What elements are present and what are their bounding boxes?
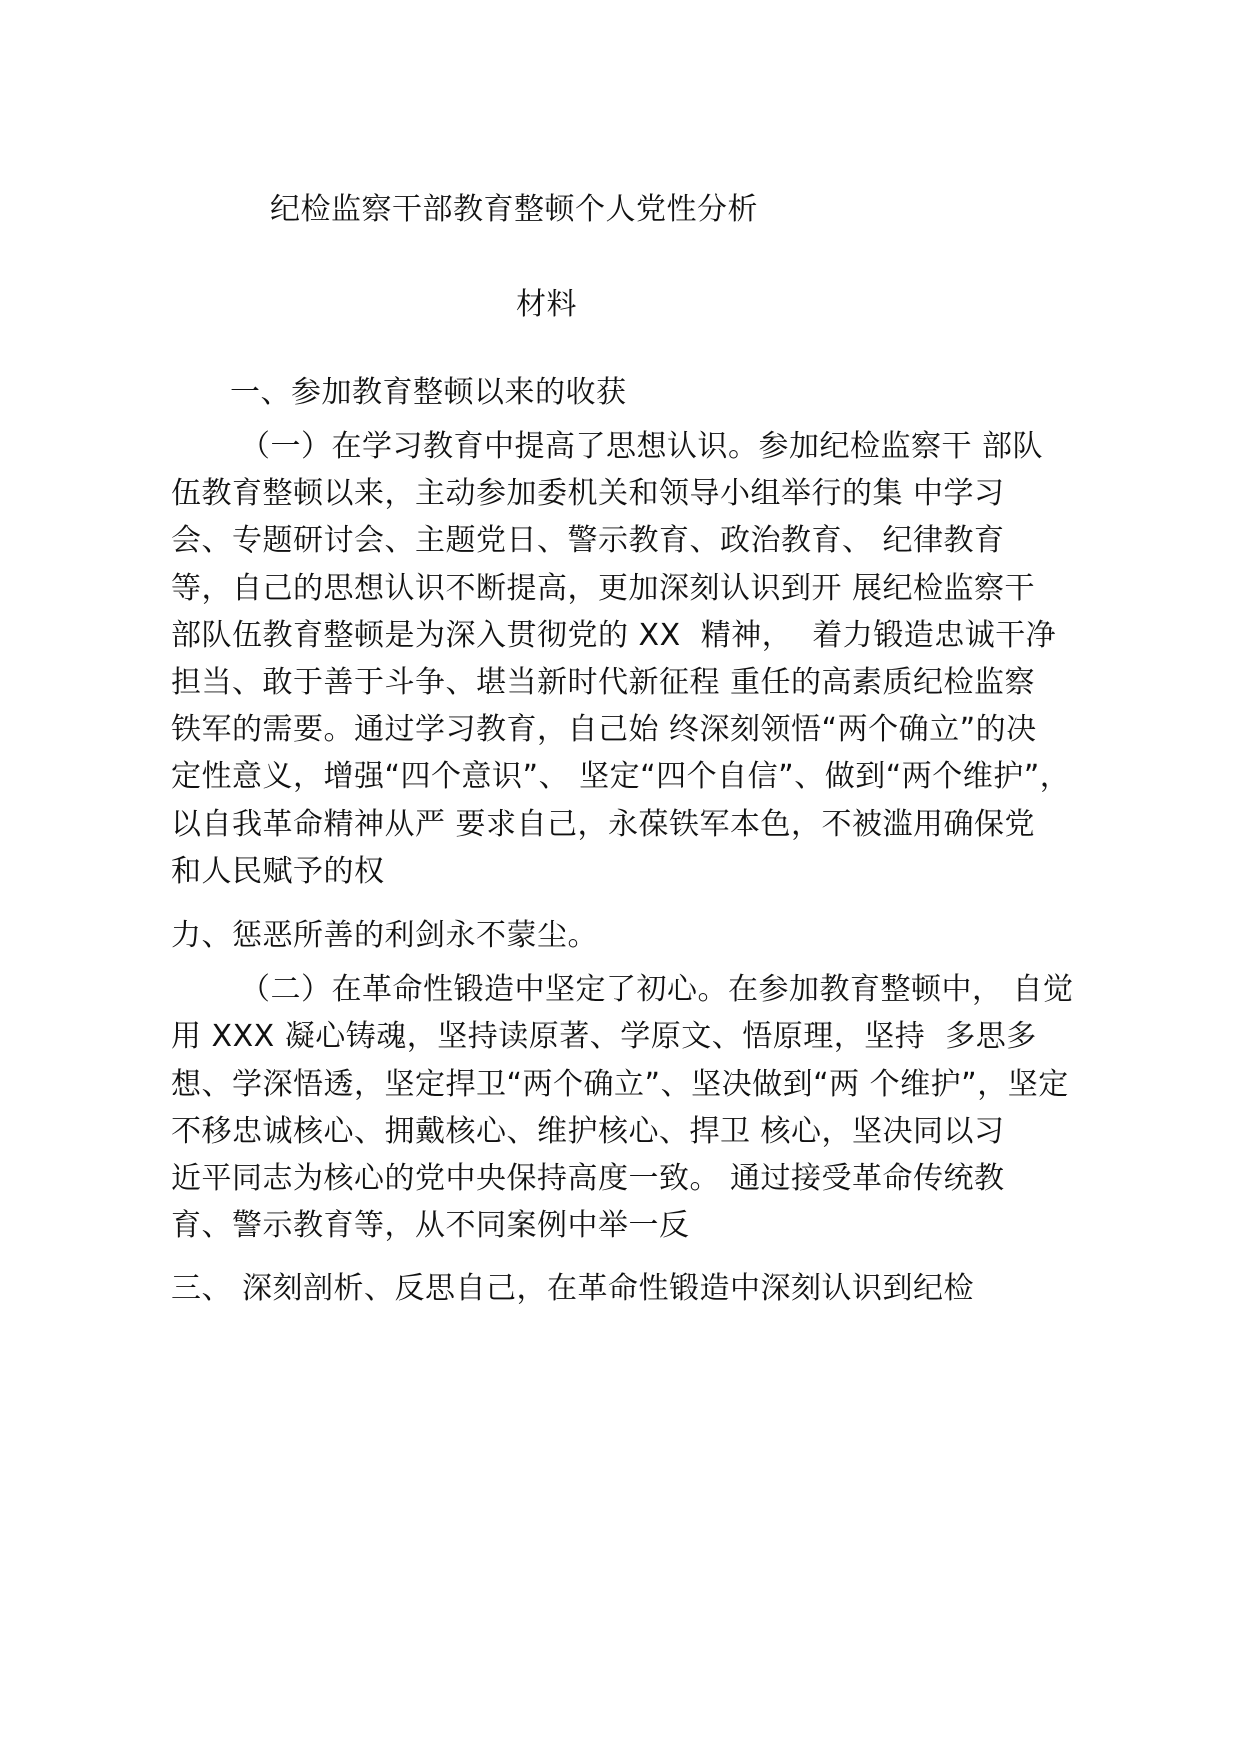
document-title-line-2: 材料 (516, 287, 577, 322)
paragraph-1-line: 以自我革命精神从严 要求自己，永葆铁军本色，不被滥用确保党 (171, 807, 1036, 842)
paragraph-2-line: 用 XXX 凝心铸魂，坚持读原著、学原文、悟原理，坚持 多思多 (171, 1019, 1037, 1054)
paragraph-2-line: 不移忠诚核心、拥戴核心、维护核心、捍卫 核心，坚决同以习 (171, 1114, 1005, 1149)
paragraph-1-line: 部队伍教育整顿是为深入贯彻党的 XX 精神， 着力锻造忠诚干净 (171, 618, 1057, 653)
paragraph-1-line: （一）在学习教育中提高了思想认识。参加纪检监察干 部队 (240, 429, 1044, 464)
paragraph-2-line: 想、学深悟透，坚定捍卫“两个确立”、坚决做到“两 个维护”，坚定 (171, 1067, 1069, 1102)
paragraph-2-line: 育、警示教育等，从不同案例中举一反 (171, 1208, 690, 1243)
paragraph-1-line: 会、专题研讨会、主题党日、警示教育、政治教育、 纪律教育 (171, 523, 1005, 558)
document-title-line-1: 纪检监察干部教育整顿个人党性分析 (270, 192, 758, 227)
paragraph-1-line: 和人民赋予的权 (171, 854, 385, 889)
paragraph-1-line: 等，自己的思想认识不断提高，更加深刻认识到开 展纪检监察干 (171, 571, 1036, 606)
section-1-heading: 一、参加教育整顿以来的收获 (230, 375, 627, 410)
paragraph-1-line: 铁军的需要。通过学习教育，自己始 终深刻领悟“两个确立”的决 (171, 712, 1037, 747)
paragraph-1-line: 定性意义，增强“四个意识”、 坚定“四个自信”、做到“两个维护”， (171, 759, 1071, 794)
section-3-heading-line: 三、 深刻剖析、反思自己，在革命性锻造中深刻认识到纪检 (171, 1271, 975, 1306)
paragraph-1-line: 伍教育整顿以来，主动参加委机关和领导小组举行的集 中学习 (171, 476, 1005, 511)
paragraph-1-continuation: 力、惩恶所善的利剑永不蒙尘。 (171, 918, 598, 953)
paragraph-2-line: 近平同志为核心的党中央保持高度一致。 通过接受革命传统教 (171, 1161, 1005, 1196)
paragraph-1-line: 担当、敢于善于斗争、堪当新时代新征程 重任的高素质纪检监察 (171, 665, 1036, 700)
paragraph-2-line: （二）在革命性锻造中坚定了初心。在参加教育整顿中， 自觉 (240, 972, 1074, 1007)
